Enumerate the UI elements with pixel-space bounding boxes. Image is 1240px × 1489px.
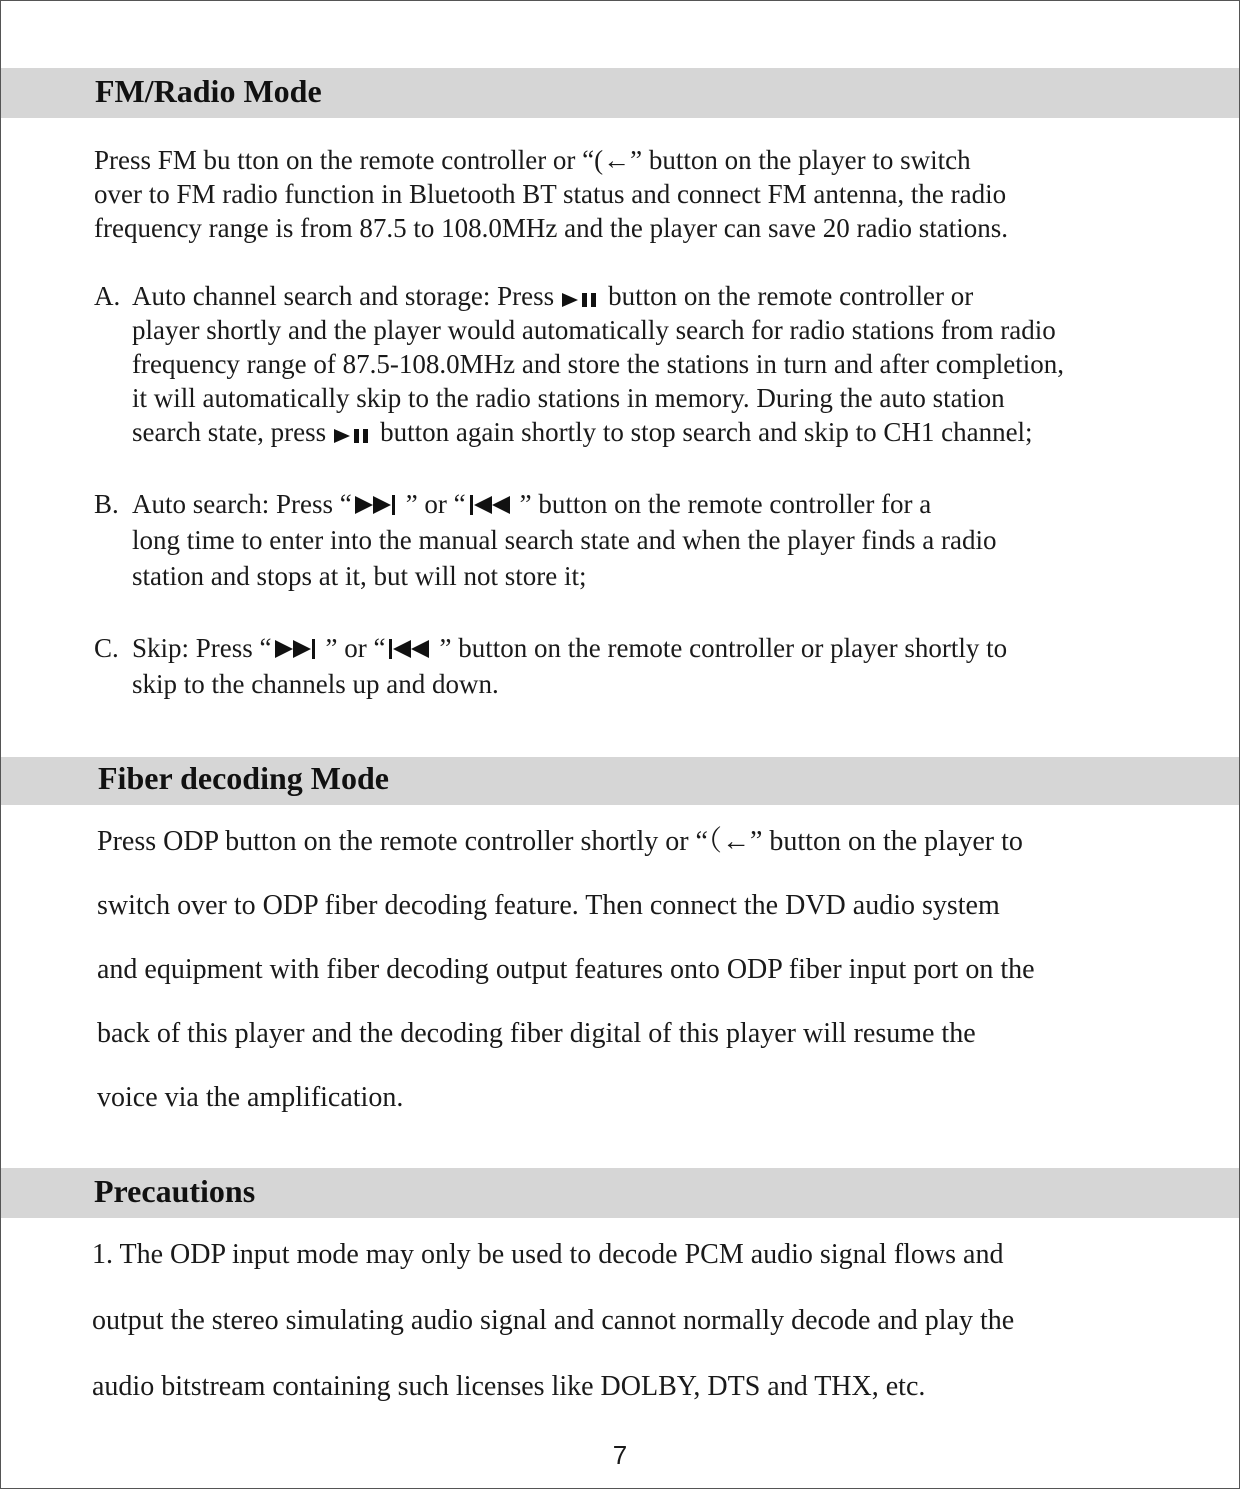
item-c-text: Skip: Press “ (132, 633, 272, 663)
precautions-line: 1. The ODP input mode may only be used to decode PCM audio signal flows and (92, 1239, 1004, 1270)
play-pause-icon (560, 292, 602, 308)
fiber-line: voice via the amplification. (97, 1082, 404, 1113)
skip-previous-icon (468, 494, 518, 516)
fm-intro-line: frequency range is from 87.5 to 108.0MHz and the player can save 20 radio stations. (94, 213, 1008, 243)
skip-previous-icon (387, 638, 437, 660)
fm-intro-line: over to FM radio function in Bluetooth BT status and connect FM antenna, the radio (94, 179, 1007, 209)
fm-heading: FM/Radio Mode (95, 73, 322, 109)
fiber-line: Press ODP button on the remote controller shortly or “（←” button on the player to (97, 826, 1023, 857)
skip-next-icon (274, 638, 324, 660)
skip-next-icon (354, 494, 404, 516)
item-a-text: Auto channel search and storage: Press (132, 281, 555, 311)
fiber-heading: Fiber decoding Mode (98, 760, 389, 796)
item-b-text: ” button on the remote controller for a (519, 489, 932, 519)
fm-intro (94, 143, 1008, 245)
item-c-text: skip to the channels up and down. (132, 669, 499, 699)
fiber-body (97, 810, 1035, 1130)
fiber-line: back of this player and the decoding fiber digital of this player will resume the (97, 1018, 976, 1049)
item-a-text: frequency range of 87.5-108.0MHz and store the stations in turn and after completion, (132, 349, 1064, 379)
precautions-heading: Precautions (94, 1173, 256, 1209)
item-b-text: long time to enter into the manual search state and when the player finds a radio (132, 525, 997, 555)
item-b-text: station and stops at it, but will not store it; (132, 561, 587, 591)
item-c-text: ” button on the remote controller or player shortly to (439, 633, 1008, 663)
fm-item-a (94, 279, 1064, 449)
precautions-line: audio bitstream containing such licenses like DOLBY, DTS and THX, etc. (92, 1371, 926, 1402)
precautions-body (92, 1222, 1014, 1420)
fm-item-c (94, 630, 1007, 702)
fm-section-header (1, 68, 1239, 118)
item-a-text: it will automatically skip to the radio stations in memory. During the auto station (132, 383, 1005, 413)
fm-item-b (94, 486, 996, 594)
item-c-label: C. (94, 633, 119, 663)
fm-intro-line: Press FM bu tton on the remote controller or “(←” button on the player to switch (94, 145, 971, 175)
page-number: 7 (612, 1440, 628, 1470)
fiber-line: switch over to ODP fiber decoding feature. Then connect the DVD audio system (97, 890, 1000, 921)
fiber-section-header (1, 757, 1239, 805)
item-b-label: B. (94, 489, 119, 519)
item-a-text: search state, press (132, 417, 327, 447)
item-b-text: Auto search: Press “ (132, 489, 352, 519)
precautions-section-header (1, 1168, 1239, 1218)
play-pause-icon (332, 428, 374, 444)
item-a-label: A. (94, 281, 121, 311)
item-a-text: button again shortly to stop search and skip to CH1 channel; (380, 417, 1033, 447)
item-a-text: button on the remote controller or (608, 281, 974, 311)
item-c-text: ” or “ (325, 633, 386, 663)
item-a-text: player shortly and the player would automatically search for radio stations from radio (132, 315, 1056, 345)
fiber-line: and equipment with fiber decoding output features onto ODP fiber input port on the (97, 954, 1035, 985)
precautions-line: output the stereo simulating audio signal and cannot normally decode and play the (92, 1305, 1015, 1336)
item-b-text: ” or “ (405, 489, 466, 519)
